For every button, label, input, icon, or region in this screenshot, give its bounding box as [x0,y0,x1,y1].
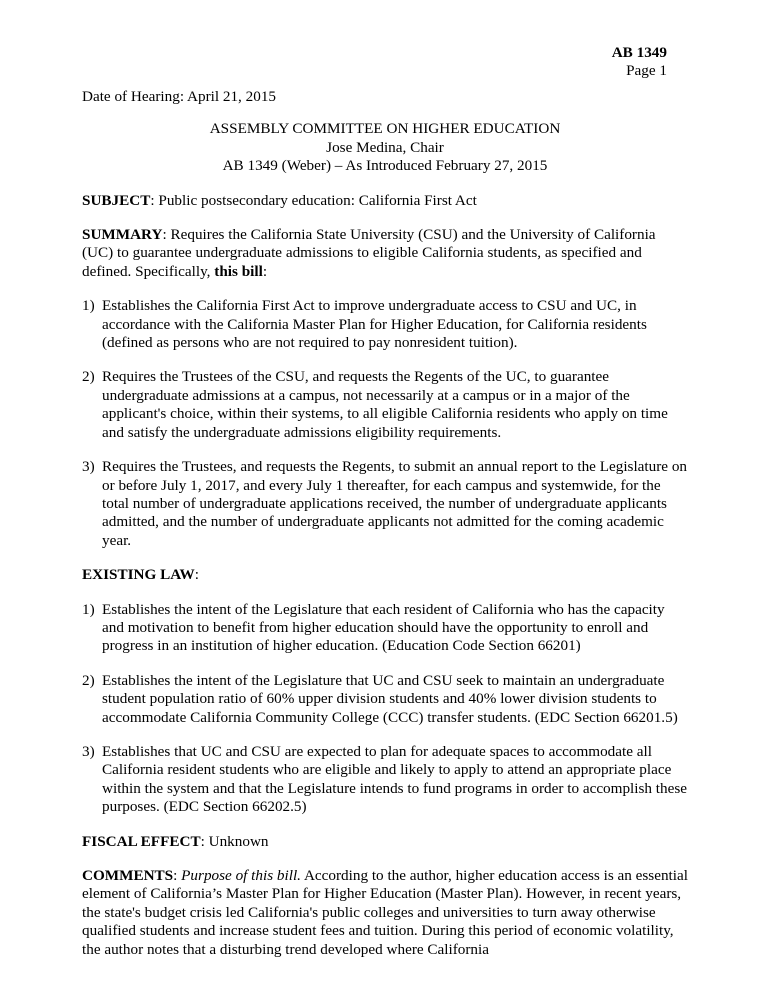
comments-colon: : [173,867,182,884]
fiscal-text: : Unknown [200,832,269,850]
committee-name: ASSEMBLY COMMITTEE ON HIGHER EDUCATION [209,120,561,138]
document-body [82,88,688,975]
subject-label: SUBJECT [82,191,151,209]
comments-text: According to the author, higher education access is an essential element of California’s Master Plan for Higher Education (Master Plan). However, in recent years, the state's budget crisis led California's public colleges and universities to turn away otherwise qualified students and increase student fees and tuition. During this period of economic volatility, the author notes that a disturbing trend developed where California [82,867,688,958]
summary-label: SUMMARY [82,226,163,244]
subject-paragraph [82,192,688,210]
item-number: 2) [82,671,95,689]
summary-bold-tail: this bill [214,262,263,280]
item-number: 3) [82,742,95,760]
hearing-date: Date of Hearing: April 21, 2015 [82,88,277,105]
fiscal-label: FISCAL EFFECT [82,832,201,850]
list-item [82,458,688,550]
subject-text: : Public postsecondary education: California First Act [150,191,477,209]
existing-law-heading [82,566,688,584]
summary-text: : Requires the California State University (CSU) and the University of California (UC) to guarantee undergraduate admissions to eligible California students, as specified and defined. Specifically, [82,226,656,280]
item-number: 1) [82,297,95,315]
summary-end: : [262,262,268,280]
item-text: Requires the Trustees of the CSU, and requests the Regents of the UC, to guarantee undergraduate admissions at a campus, not necessarily at a campus or in a major of the applicant's choice, within their systems, to all eligible California residents who apply on time and satisfy the undergraduate admissions eligibility requirements. [102,368,668,441]
list-item [82,743,688,817]
existing-law-label: EXISTING LAW [82,566,195,584]
committee-block [82,120,688,175]
list-item [82,672,688,727]
item-number: 1) [82,600,95,618]
item-text: Establishes the intent of the Legislature that each resident of California who has the capacity and motivation to benefit from higher education should have the opportunity to enroll and progress in an institution of higher education. (Education Code Section 66201) [102,600,665,655]
existing-law-list [82,601,688,817]
comments-label: COMMENTS [82,867,174,884]
list-item [82,368,688,442]
item-text: Establishes the California First Act to improve undergraduate access to CSU and UC, in accordance with the California Master Plan for Higher Education, for California residents (defined as persons who are not required to pay nonresident tuition). [102,297,647,352]
comments-paragraph [82,867,688,959]
item-text: Establishes the intent of the Legislature that UC and CSU seek to maintain an undergraduate student population ratio of 60% upper division students and 40% lower division students to accommodate California Community College (CCC) transfer students. (EDC Section 66201.5) [102,671,678,726]
existing-law-colon: : [194,566,199,584]
page-header [612,44,667,81]
item-text: Establishes that UC and CSU are expected to plan for adequate spaces to accommodate all California resident students who are eligible and likely to apply to attend an appropriate place within the system and that the Legislature intends to fund programs in order to accomplish these purposes. (EDC Section 66202.5) [102,742,688,816]
bill-provisions-list [82,297,688,550]
item-text: Requires the Trustees, and requests the Regents, to submit an annual report to the Legislature on or before July 1, 2017, and every July 1 thereafter, for each campus and systemwide, for the total number of undergraduate applications received, the number of undergraduate applicants admitted, and the number of undergraduate applicants not admitted for the coming academic year. [102,458,688,549]
fiscal-paragraph [82,833,688,851]
item-number: 2) [82,368,95,386]
bill-line: AB 1349 (Weber) – As Introduced February 27, 2015 [222,157,548,175]
header-page-label: Page 1 [626,62,667,80]
committee-chair: Jose Medina, Chair [326,138,444,156]
list-item [82,601,688,656]
summary-paragraph [82,226,688,281]
comments-italic: Purpose of this bill. [181,867,301,884]
list-item [82,297,688,352]
header-bill-number: AB 1349 [611,44,667,61]
item-number: 3) [82,458,95,476]
